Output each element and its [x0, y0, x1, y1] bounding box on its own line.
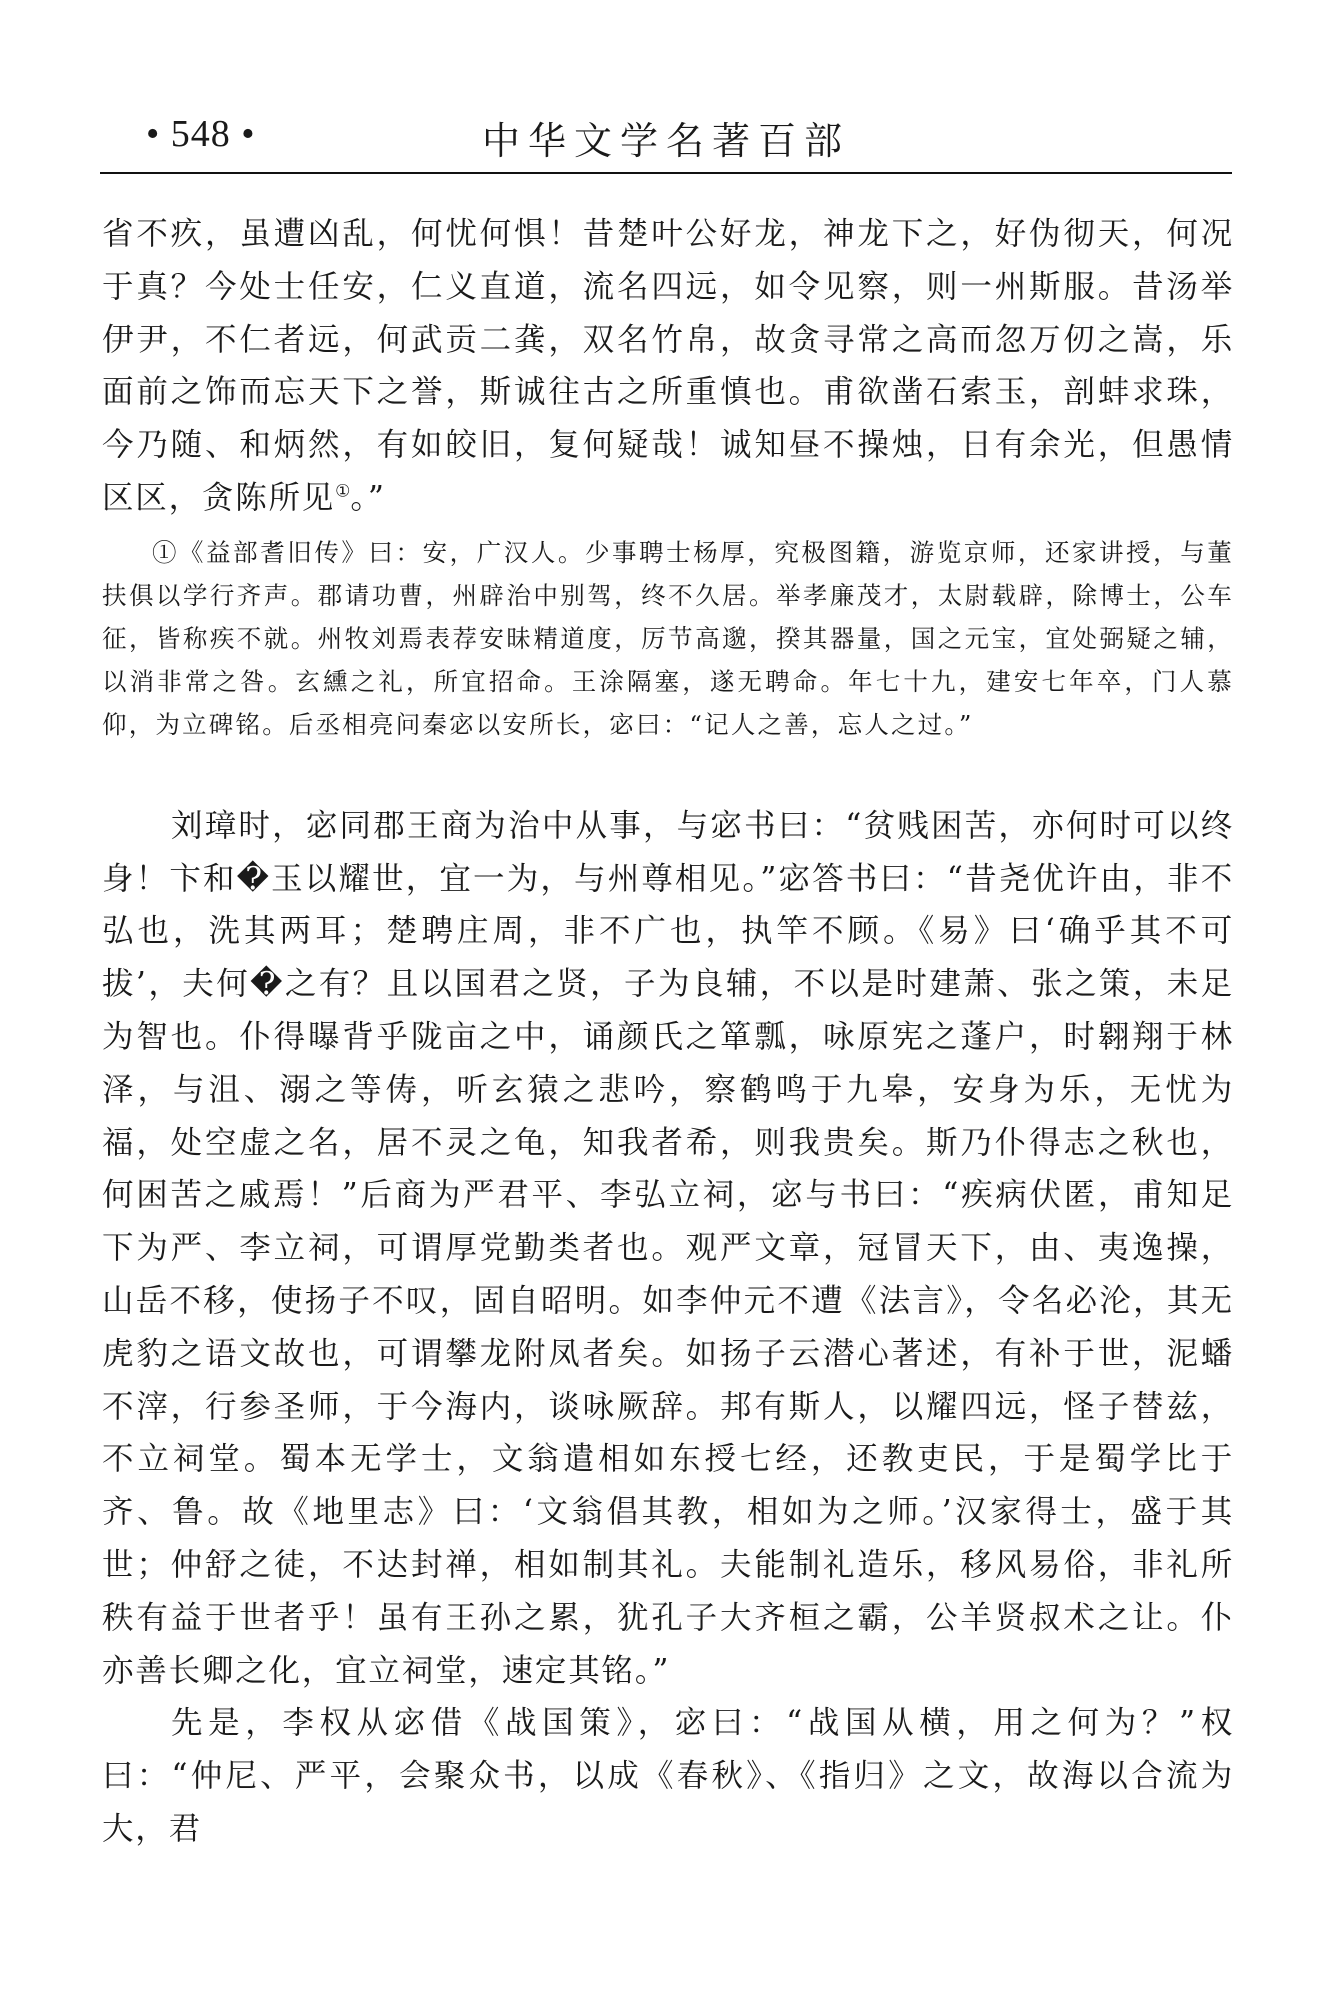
section-spacer	[102, 746, 1234, 800]
footnote: ①《益部耆旧传》曰：安，广汉人。少事聘士杨厚，究极图籍，游览京师，还家讲授，与董扶俱以学行齐声。郡请功曹，州辟治中别驾，终不久居。举孝廉茂才，太尉载辟，除博士，公车征，皆称疾不就。州牧刘焉表荐安昧精道度，厉节高邈，揆其器量，国之元宝，宜处弼疑之辅，以消非常之咎。玄纁之礼，所宜招命。王涂隔塞，遂无聘命。年七十九，建安七年卒，门人慕仰，为立碑铭。后丞相亮问秦宓以安所长，宓曰：“记人之善，忘人之过。”	[102, 537, 1234, 739]
paragraph-continued	[102, 208, 1234, 525]
page-body	[102, 208, 1234, 1856]
book-title: 中华文学名著百部	[481, 119, 850, 163]
page-header	[100, 108, 1232, 170]
paragraph-ending: 。”	[350, 479, 386, 516]
paragraph-liu-zhang: 刘璋时，宓同郡王商为治中从事，与宓书曰：“贫贱困苦，亦何时可以终身！卞和�玉以耀世，宜一为，与州尊相见。”宓答书曰：“昔尧优许由，非不弘也，洗其两耳；楚聘庄周，非不广也，执竿不顾。《易》曰‘确乎其不可拔’，夫何�之有？且以国君之贤，子为良辅，不以是时建萧、张之策，未足为智也。仆得曝背乎陇亩之中，诵颜氏之箪瓢，咏原宪之蓬户，时翱翔于林泽，与沮、溺之等俦，听玄猿之悲吟，察鹤鸣于九皋，安身为乐，无忧为福，处空虚之名，居不灵之龟，知我者希，则我贵矣。斯乃仆得志之秋也，何困苦之戚焉！”后商为严君平、李弘立祠，宓与书曰：“疾病伏匿，甫知足下为严、李立祠，可谓厚党勤类者也。观严文章，冠冒天下，由、夷逸操，山岳不移，使扬子不叹，固自昭明。如李仲元不遭《法言》，令名必沦，其无虎豹之语文故也，可谓攀龙附凤者矣。如扬子云潜心著述，有补于世，泥蟠不滓，行参圣师，于今海内，谈咏厥辞。邦有斯人，以耀四远，怪子替兹，不立祠堂。蜀本无学士，文翁遣相如东授七经，还教吏民，于是蜀学比于齐、鲁。故《地里志》曰：‘文翁倡其教，相如为之师。’汉家得士，盛于其世；仲舒之徒，不达封禅，相如制其礼。夫能制礼造乐，移风易俗，非礼所秩有益于世者乎！虽有王孙之累，犹孔子大齐桓之霸，公羊贤叔术之让。仆亦善长卿之化，宜立祠堂，速定其铭。”	[102, 807, 1234, 1689]
paragraph-li-quan: 先是，李权从宓借《战国策》，宓曰：“战国从横，用之何为？”权曰：“仲尼、严平，会聚众书，以成《春秋》、《指归》之文，故海以合流为大，君	[102, 1705, 1234, 1847]
header-divider	[100, 172, 1232, 174]
paragraph-text: 省不疚，虽遭凶乱，何忧何惧！昔楚叶公好龙，神龙下之，好伪彻天，何况于真？今处士任安，仁义直道，流名四远，如令见察，则一州斯服。昔汤举伊尹，不仁者远，何武贡二龚，双名竹帛，故贪寻常之高而忽万仞之嵩，乐面前之饰而忘天下之誉，斯诚往古之所重慎也。甫欲凿石索玉，剖蚌求珠，今乃随、和炳然，有如皎旧，复何疑哉！诚知昼不操烛，日有余光，但愚情区区，贪陈所见	[102, 216, 1234, 516]
page-number: • 548 •	[146, 113, 256, 155]
footnote-marker: ①	[335, 481, 351, 502]
